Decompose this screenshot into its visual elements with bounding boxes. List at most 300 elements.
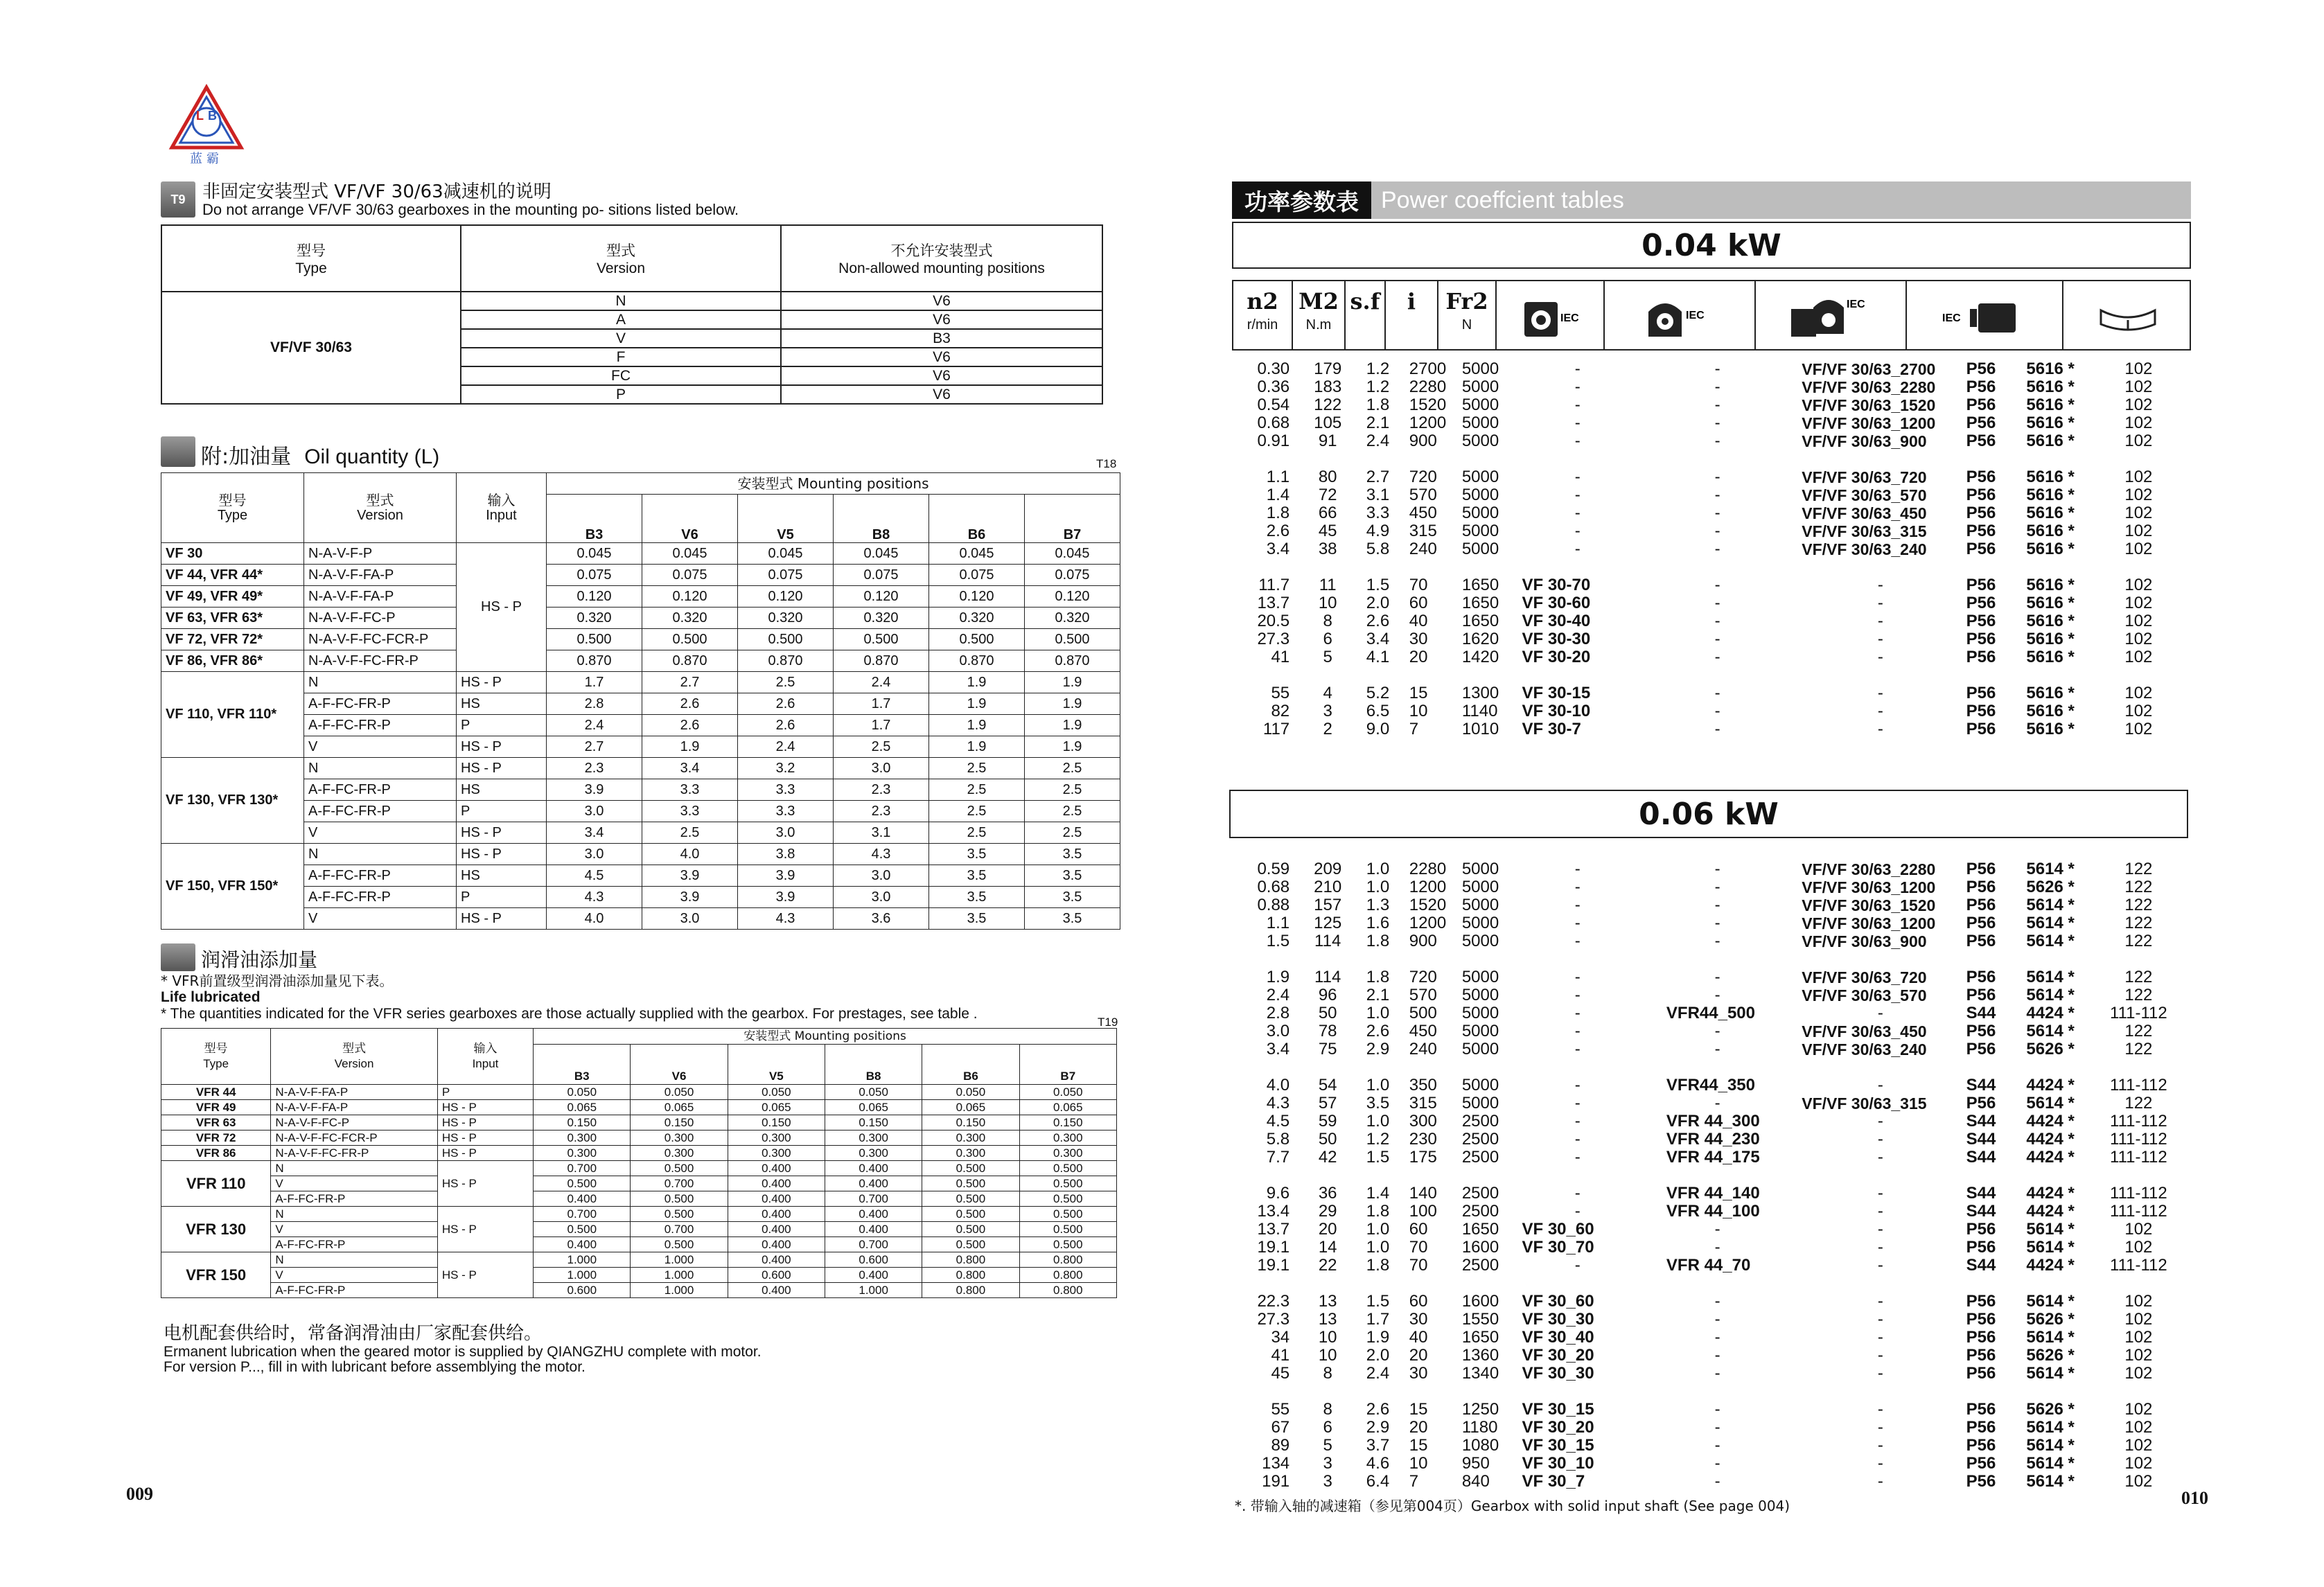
company-logo: [165, 82, 248, 158]
t19-value: 0.500: [922, 1222, 1019, 1237]
t18-row: [161, 672, 1120, 693]
n2-value: 0.88: [1257, 896, 1290, 914]
motor-code: 4424 *: [2026, 1184, 2075, 1203]
sf-value: 1.0: [1366, 1004, 1390, 1022]
power-row: [1232, 1221, 2191, 1239]
t18-value: 2.3: [547, 758, 642, 779]
page-ref: 102: [2124, 1346, 2153, 1365]
t18-code: T18: [1096, 457, 1117, 470]
t19-value: 0.500: [534, 1222, 631, 1237]
gearbox-vfr: -: [1714, 1364, 1720, 1383]
t19-value: 0.400: [728, 1222, 825, 1237]
t18-value: 0.870: [834, 650, 929, 672]
i-value: 1200: [1409, 414, 1447, 432]
fr2-value: 1140: [1461, 702, 1498, 720]
t19-value: 0.500: [922, 1207, 1019, 1222]
iec-flange: S44: [1966, 1202, 1996, 1221]
n2-value: 5.8: [1266, 1130, 1290, 1149]
t19-value: 0.150: [631, 1115, 728, 1131]
motor-code: 5616 *: [2026, 504, 2075, 522]
t19-version: N: [271, 1252, 438, 1268]
sf-value: 2.0: [1366, 1346, 1390, 1365]
m2-value: 72: [1318, 486, 1337, 504]
motor-code: 5616 *: [2026, 630, 2075, 648]
t19-value: 0.700: [631, 1222, 728, 1237]
page-ref: 102: [2124, 504, 2153, 522]
t19-value: 0.050: [1019, 1085, 1116, 1100]
gearbox-vfr: -: [1714, 360, 1720, 378]
power-row: [1232, 612, 2191, 630]
page-ref: 102: [2124, 576, 2153, 594]
t18-row: [161, 715, 1120, 736]
page-ref: 102: [2124, 1418, 2153, 1437]
i-value: 30: [1409, 1310, 1428, 1329]
t19-value: 0.500: [1019, 1176, 1116, 1191]
i-value: 15: [1409, 1436, 1428, 1455]
gearbox-vfr: -: [1714, 1310, 1720, 1329]
gearbox-vfvf: -: [1877, 720, 1883, 738]
t19-type: VFR 49: [161, 1100, 271, 1115]
fr2-value: 1360: [1461, 1346, 1499, 1365]
fr2-value: 1650: [1461, 1328, 1499, 1347]
t18-value: 0.045: [738, 543, 834, 565]
t19-version: N-A-V-F-FA-P: [271, 1100, 438, 1115]
t18-value: 0.320: [929, 608, 1025, 629]
fr2-value: 5000: [1461, 540, 1499, 558]
motor-code: 5614 *: [2026, 1220, 2075, 1239]
t18-version: V: [304, 736, 457, 758]
sf-value: 1.0: [1366, 1112, 1390, 1131]
iec-flange: P56: [1966, 1400, 1996, 1419]
i-value: 70: [1409, 1256, 1428, 1275]
motor-flange-icon: [1907, 281, 2063, 349]
i-value: 1520: [1409, 396, 1447, 414]
n2-value: 13.4: [1257, 1202, 1290, 1221]
m2-value: 50: [1318, 1130, 1337, 1149]
power-row: [1232, 1094, 2191, 1112]
motor-code: 5616 *: [2026, 612, 2075, 630]
gearbox-vfr: -: [1714, 702, 1720, 720]
iec-flange: P56: [1966, 720, 1996, 738]
t19-value: 0.500: [1019, 1161, 1116, 1176]
t18-h-col: B3: [547, 495, 642, 543]
t18-value: 0.120: [1025, 586, 1120, 608]
i-value: 30: [1409, 630, 1428, 648]
t18-version: N-A-V-F-FC-FCR-P: [304, 629, 457, 650]
n2-value: 2.8: [1266, 1004, 1290, 1022]
t18-row: [161, 650, 1120, 672]
power-row: [1232, 522, 2191, 540]
t18-value: 3.9: [547, 779, 642, 801]
t18-value: 0.120: [642, 586, 738, 608]
t18-row: [161, 758, 1120, 779]
fr2-value: 5000: [1461, 986, 1499, 1004]
n2-value: 89: [1271, 1436, 1290, 1455]
h-n2: n2: [1247, 288, 1278, 314]
fr2-value: 5000: [1461, 486, 1499, 504]
iec-flange: S44: [1966, 1112, 1996, 1131]
t19-value: 0.600: [825, 1252, 922, 1268]
gearbox-vfr: -: [1714, 914, 1720, 932]
t9-title-cn: 非固定安装型式 VF/VF 30/63减速机的说明: [202, 181, 552, 202]
t9-version: V: [461, 329, 781, 348]
gearbox-vfvf: VF/VF 30/63_2280: [1802, 860, 1936, 878]
power-row: [1232, 932, 2191, 950]
iec-flange: P56: [1966, 432, 1996, 450]
t18-h-col: B7: [1025, 495, 1120, 543]
gearbox-vfvf: -: [1877, 594, 1883, 612]
gearbox-vfvf: VF/VF 30/63_900: [1802, 932, 1927, 950]
gearbox-vf: VF 30_30: [1522, 1310, 1594, 1329]
t18-value: 3.4: [642, 758, 738, 779]
gearbox-vfr: -: [1714, 486, 1720, 504]
n2-value: 3.4: [1266, 540, 1290, 558]
sf-value: 1.5: [1366, 576, 1390, 594]
gearbox-vfr: -: [1714, 504, 1720, 522]
t19-value: 0.700: [534, 1207, 631, 1222]
iec-flange: S44: [1966, 1004, 1996, 1022]
i-value: 20: [1409, 1418, 1428, 1437]
power-row: [1232, 860, 2191, 878]
t19-value: 0.050: [825, 1085, 922, 1100]
motor-code: 5614 *: [2026, 860, 2075, 878]
gearbox-vfr: VFR 44_100: [1666, 1202, 1760, 1221]
gearbox-vfr: -: [1714, 576, 1720, 594]
page-ref: 102: [2124, 594, 2153, 612]
fr2-value: 1420: [1461, 648, 1499, 666]
sf-value: 4.6: [1366, 1454, 1390, 1473]
gearbox-vfvf: VF/VF 30/63_450: [1802, 504, 1927, 522]
motor-code: 5616 *: [2026, 720, 2075, 738]
h-fr2: Fr2: [1445, 288, 1488, 314]
fr2-value: 1340: [1461, 1364, 1499, 1383]
t18-row: [161, 822, 1120, 844]
gearbox-vfr: -: [1714, 612, 1720, 630]
gearbox-vf: -: [1574, 932, 1581, 950]
i-value: 10: [1409, 702, 1428, 720]
page-ref: 122: [2124, 1040, 2153, 1058]
t18-value: 0.075: [1025, 565, 1120, 586]
gearbox-vfr: -: [1714, 968, 1720, 986]
t19-value: 0.400: [728, 1283, 825, 1298]
motor-code: 5614 *: [2026, 1094, 2075, 1112]
n2-value: 9.6: [1266, 1184, 1290, 1203]
t18-value: 0.320: [547, 608, 642, 629]
sf-value: 1.5: [1366, 1148, 1390, 1167]
gearbox-vf: -: [1574, 1148, 1581, 1167]
t19-value: 0.500: [631, 1237, 728, 1252]
power-table-banner: [1232, 181, 2191, 219]
t18-value: 3.5: [929, 865, 1025, 887]
m2-value: 209: [1314, 860, 1342, 878]
iec-flange: S44: [1966, 1148, 1996, 1167]
t19-value: 0.400: [728, 1207, 825, 1222]
t19-value: 0.300: [631, 1146, 728, 1161]
t9-version: A: [461, 310, 781, 329]
t19-value: 0.400: [728, 1252, 825, 1268]
t18-value: 2.5: [929, 801, 1025, 822]
iec-flange: P56: [1966, 914, 1996, 932]
i-value: 1200: [1409, 878, 1447, 896]
t19-value: 0.500: [922, 1161, 1019, 1176]
i-value: 30: [1409, 1364, 1428, 1383]
page-ref: 111-112: [2110, 1112, 2167, 1131]
page-ref: 122: [2124, 896, 2153, 914]
iec-flange: S44: [1966, 1076, 1996, 1094]
power-row: [1232, 576, 2191, 594]
t19-note2: Life lubricated: [161, 989, 261, 1005]
n2-value: 4.3: [1266, 1094, 1290, 1112]
power-row: [1232, 1239, 2191, 1257]
gearbox-vfr: -: [1714, 1454, 1720, 1473]
t19-value: 0.500: [631, 1207, 728, 1222]
sf-value: 2.6: [1366, 612, 1390, 630]
m2-value: 10: [1318, 1346, 1337, 1365]
m2-value: 5: [1323, 1436, 1332, 1455]
t18-version: N: [304, 758, 457, 779]
i-value: 450: [1409, 1022, 1437, 1040]
t18-value: 2.5: [738, 672, 834, 693]
m2-value: 45: [1318, 522, 1337, 540]
t18-value: 4.0: [642, 844, 738, 865]
gearbox-vf: -: [1574, 896, 1581, 914]
t18-value: 0.500: [738, 629, 834, 650]
page-ref: 122: [2124, 968, 2153, 986]
n2-value: 0.68: [1257, 878, 1290, 896]
t18-value: 1.9: [642, 736, 738, 758]
gearbox-vf: VF 30-7: [1522, 720, 1581, 738]
n2-value: 4.0: [1266, 1076, 1290, 1094]
iec-flange: S44: [1966, 1184, 1996, 1203]
t19-value: 0.050: [728, 1085, 825, 1100]
m2-value: 20: [1318, 1220, 1337, 1239]
gearbox-vfr: -: [1714, 878, 1720, 896]
t9-h-nonallowed: 不允许安装型式 Non-allowed mounting positions: [781, 225, 1102, 292]
iec-flange: P56: [1966, 1220, 1996, 1239]
iec-flange: P56: [1966, 684, 1996, 702]
motor-code: 5616 *: [2026, 414, 2075, 432]
power-row: [1232, 1401, 2191, 1419]
t19-value: 1.000: [534, 1268, 631, 1283]
n2-value: 0.30: [1257, 360, 1290, 378]
gearbox-vfvf: -: [1877, 1346, 1883, 1365]
i-value: 500: [1409, 1004, 1437, 1022]
t19-version: N-A-V-F-FA-P: [271, 1085, 438, 1100]
page-ref: 102: [2124, 522, 2153, 540]
gearbox-vfvf: -: [1877, 1184, 1883, 1203]
t19-value: 0.150: [825, 1115, 922, 1131]
gearbox-vf: -: [1574, 378, 1581, 396]
gearbox-vfvf: -: [1877, 1148, 1883, 1167]
t9-nonallowed: B3: [781, 329, 1102, 348]
fr2-value: 5000: [1461, 504, 1499, 522]
sf-value: 2.4: [1366, 432, 1390, 450]
t18-type: VF 130, VFR 130*: [161, 758, 304, 844]
gearbox-vf: -: [1574, 432, 1581, 450]
t18-value: 2.3: [834, 801, 929, 822]
gearbox-vf: VF 30-60: [1522, 594, 1591, 612]
sf-value: 2.9: [1366, 1418, 1390, 1437]
m2-value: 6: [1323, 630, 1332, 648]
n2-value: 3.0: [1266, 1022, 1290, 1040]
gearbox-vfvf: VF/VF 30/63_900: [1802, 432, 1927, 450]
t19-type: VFR 72: [161, 1131, 271, 1146]
t18-version: A-F-FC-FR-P: [304, 801, 457, 822]
power-row: [1232, 896, 2191, 914]
t18-version: A-F-FC-FR-P: [304, 887, 457, 908]
svg-text:IEC: IEC: [1847, 299, 1865, 310]
n2-value: 1.1: [1266, 914, 1290, 932]
svg-text:B: B: [208, 109, 217, 123]
t18-value: 3.8: [738, 844, 834, 865]
sf-value: 1.3: [1366, 896, 1390, 914]
gearbox-vfr: -: [1714, 720, 1720, 738]
t19-value: 0.300: [534, 1131, 631, 1146]
gearbox-vf: -: [1574, 396, 1581, 414]
t19-value: 0.800: [922, 1268, 1019, 1283]
logo-text: 蓝霸: [190, 152, 223, 166]
t18-h-type: 型号 Type: [161, 473, 304, 543]
i-value: 450: [1409, 504, 1437, 522]
t18-value: 2.6: [738, 715, 834, 736]
page-ref: 111-112: [2110, 1004, 2167, 1022]
t19-value: 0.400: [728, 1176, 825, 1191]
power-row: [1232, 968, 2191, 986]
m2-value: 66: [1318, 504, 1337, 522]
sf-value: 1.0: [1366, 1220, 1390, 1239]
motor-code: 5626 *: [2026, 878, 2075, 896]
power-row: [1232, 1419, 2191, 1437]
t19-version: N-A-V-F-FC-FR-P: [271, 1146, 438, 1161]
t18-value: 2.6: [642, 715, 738, 736]
m2-value: 36: [1318, 1184, 1337, 1203]
page-ref: 102: [2124, 396, 2153, 414]
m2-value: 114: [1314, 968, 1341, 986]
t18-value: 3.5: [1025, 887, 1120, 908]
power-row: [1232, 1473, 2191, 1491]
gearbox-vfr: -: [1714, 986, 1720, 1004]
t18-value: 0.075: [547, 565, 642, 586]
power-row: [1232, 1149, 2191, 1167]
t18-input: HS - P: [457, 908, 547, 930]
t19-value: 0.150: [728, 1115, 825, 1131]
t19-h-col: B3: [534, 1045, 631, 1085]
t18-value: 2.6: [738, 693, 834, 715]
gearbox-vfvf: -: [1877, 1292, 1883, 1311]
iec-flange: P56: [1966, 594, 1996, 612]
n2-value: 45: [1271, 1364, 1290, 1383]
t19-table: [161, 1028, 1117, 1298]
page-ref: 122: [2124, 1094, 2153, 1112]
fr2-value: 5000: [1461, 896, 1499, 914]
t18-version: N: [304, 844, 457, 865]
gearbox-vfvf: -: [1877, 630, 1883, 648]
t19-h-mounting: 安装型式 Mounting positions: [534, 1029, 1117, 1045]
gearbox-vfr: VFR 44_70: [1666, 1256, 1751, 1275]
t18-value: 3.0: [547, 844, 642, 865]
gearbox-vfvf: -: [1877, 1004, 1883, 1022]
sf-value: 3.5: [1366, 1094, 1390, 1112]
fr2-value: 1080: [1461, 1436, 1499, 1455]
page-ref: 102: [2124, 1472, 2153, 1491]
m2-value: 122: [1314, 396, 1342, 414]
gearbox-vfvf: VF/VF 30/63_570: [1802, 486, 1927, 504]
fr2-value: 950: [1461, 1454, 1490, 1473]
banner-en: Power coeffcient tables: [1381, 186, 1624, 213]
gearbox-vfr: -: [1714, 522, 1720, 540]
t18-row: [161, 608, 1120, 629]
t18-value: 3.1: [834, 822, 929, 844]
gearbox-vf: VF 30_7: [1522, 1472, 1585, 1491]
t18-value: 3.0: [834, 865, 929, 887]
motor-code: 5614 *: [2026, 1364, 2075, 1383]
h-i: i: [1407, 288, 1416, 314]
gearbox-vf: -: [1574, 1040, 1581, 1058]
t19-row: [161, 1100, 1117, 1115]
n2-value: 11.7: [1258, 576, 1290, 594]
iec-flange: P56: [1966, 1472, 1996, 1491]
fr2-value: 1620: [1461, 630, 1499, 648]
t18-value: 2.3: [834, 779, 929, 801]
motor-code: 5626 *: [2026, 1400, 2075, 1419]
t18-value: 1.9: [1025, 693, 1120, 715]
n2-value: 0.68: [1257, 414, 1290, 432]
t19-value: 1.000: [534, 1252, 631, 1268]
gearbox-vf: -: [1574, 1202, 1581, 1221]
t19-h-col: B8: [825, 1045, 922, 1085]
power-row: [1232, 1257, 2191, 1275]
t18-value: 0.870: [929, 650, 1025, 672]
t19-value: 0.800: [1019, 1283, 1116, 1298]
t18-value: 3.5: [929, 887, 1025, 908]
t19-value: 0.500: [922, 1176, 1019, 1191]
power-row: [1232, 504, 2191, 522]
gearbox-vf: -: [1574, 878, 1581, 896]
i-value: 570: [1409, 986, 1437, 1004]
t18-row: [161, 887, 1120, 908]
iec-flange: P56: [1966, 1328, 1996, 1347]
m2-value: 57: [1318, 1094, 1337, 1112]
t18-value: 0.870: [738, 650, 834, 672]
fr2-value: 1550: [1461, 1310, 1499, 1329]
t9-nonallowed: V6: [781, 385, 1102, 404]
t19-value: 0.600: [728, 1268, 825, 1283]
t18-value: 2.5: [929, 822, 1025, 844]
gearbox-icon-3: [1756, 281, 1907, 349]
t18-h-col: V5: [738, 495, 834, 543]
page-ref: 102: [2124, 612, 2153, 630]
t18-version: A-F-FC-FR-P: [304, 715, 457, 736]
motor-code: 5614 *: [2026, 1238, 2075, 1257]
iec-flange: P56: [1966, 702, 1996, 720]
i-value: 40: [1409, 1328, 1428, 1347]
iec-flange: P56: [1966, 540, 1996, 558]
n2-value: 1.9: [1266, 968, 1290, 986]
t18-h-col: B8: [834, 495, 929, 543]
t18-row: [161, 586, 1120, 608]
t18-version: N-A-V-F-P: [304, 543, 457, 565]
page-ref: 111-112: [2110, 1130, 2167, 1149]
gearbox-vfr: -: [1714, 1292, 1720, 1311]
sf-value: 2.4: [1366, 1364, 1390, 1383]
t19-row: [161, 1237, 1117, 1252]
t18-value: 3.5: [929, 908, 1025, 930]
t19-row: [161, 1252, 1117, 1268]
iec-flange: P56: [1966, 1022, 1996, 1040]
sf-value: 2.1: [1366, 986, 1390, 1004]
gearbox-vf: -: [1574, 1256, 1581, 1275]
t18-value: 0.320: [738, 608, 834, 629]
